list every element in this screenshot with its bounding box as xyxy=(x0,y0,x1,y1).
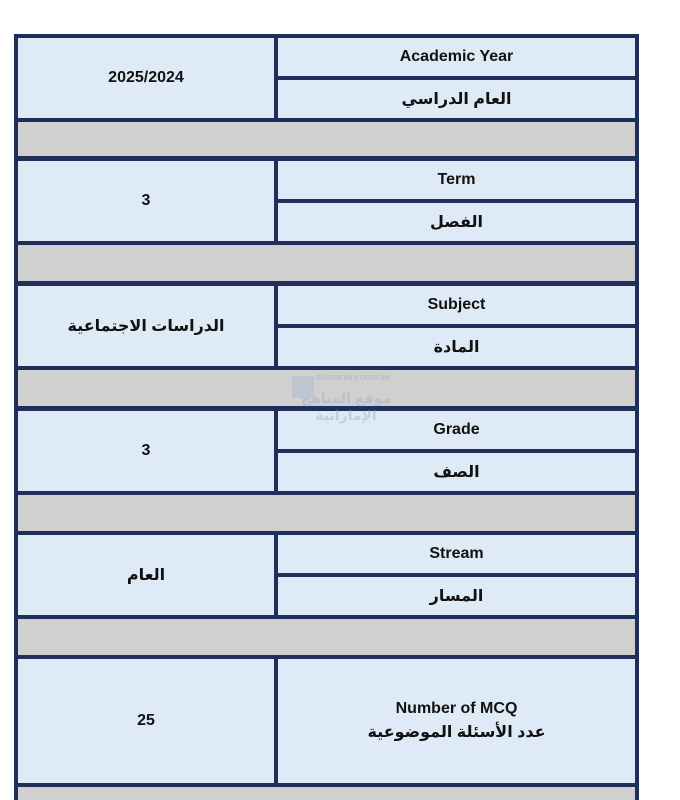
grade-label-ar: الصف xyxy=(278,453,635,491)
separator-row xyxy=(18,370,635,406)
grade-value: 3 xyxy=(18,411,274,491)
row-stream xyxy=(18,535,635,615)
stream-label-ar: المسار xyxy=(278,577,635,615)
subject-value: الدراسات الاجتماعية xyxy=(18,286,274,366)
separator-row xyxy=(18,787,635,800)
stream-value: العام xyxy=(18,535,274,615)
stream-label-en: Stream xyxy=(278,535,635,573)
row-mcq-count xyxy=(18,659,635,783)
academic-year-label-ar: العام الدراسي xyxy=(278,80,635,118)
separator-row xyxy=(18,495,635,531)
separator-row xyxy=(18,122,635,156)
subject-label-en: Subject xyxy=(278,286,635,324)
term-label-ar: الفصل xyxy=(278,203,635,241)
mcq-count-label xyxy=(278,659,635,783)
term-label-en: Term xyxy=(278,161,635,199)
watermark-url: alamanahj.com/ae xyxy=(316,372,390,382)
mcq-count-label-ar: عدد الأسئلة الموضوعية xyxy=(367,724,546,741)
row-subject xyxy=(18,286,635,366)
grade-label-en: Grade xyxy=(278,411,635,449)
academic-year-value: 2025/2024 xyxy=(18,38,274,118)
separator-row xyxy=(18,619,635,655)
watermark-site-name: موقع المناهج الإماراتية xyxy=(300,390,392,423)
mcq-count-value: 25 xyxy=(18,659,274,783)
mcq-count-label-en: Number of MCQ xyxy=(395,700,518,717)
academic-year-label-en: Academic Year xyxy=(278,38,635,76)
info-table xyxy=(14,34,639,800)
separator-row xyxy=(18,245,635,281)
row-grade xyxy=(18,411,635,491)
term-value: 3 xyxy=(18,161,274,241)
row-term xyxy=(18,161,635,241)
row-academic-year xyxy=(18,38,635,118)
subject-label-ar: المادة xyxy=(278,328,635,366)
